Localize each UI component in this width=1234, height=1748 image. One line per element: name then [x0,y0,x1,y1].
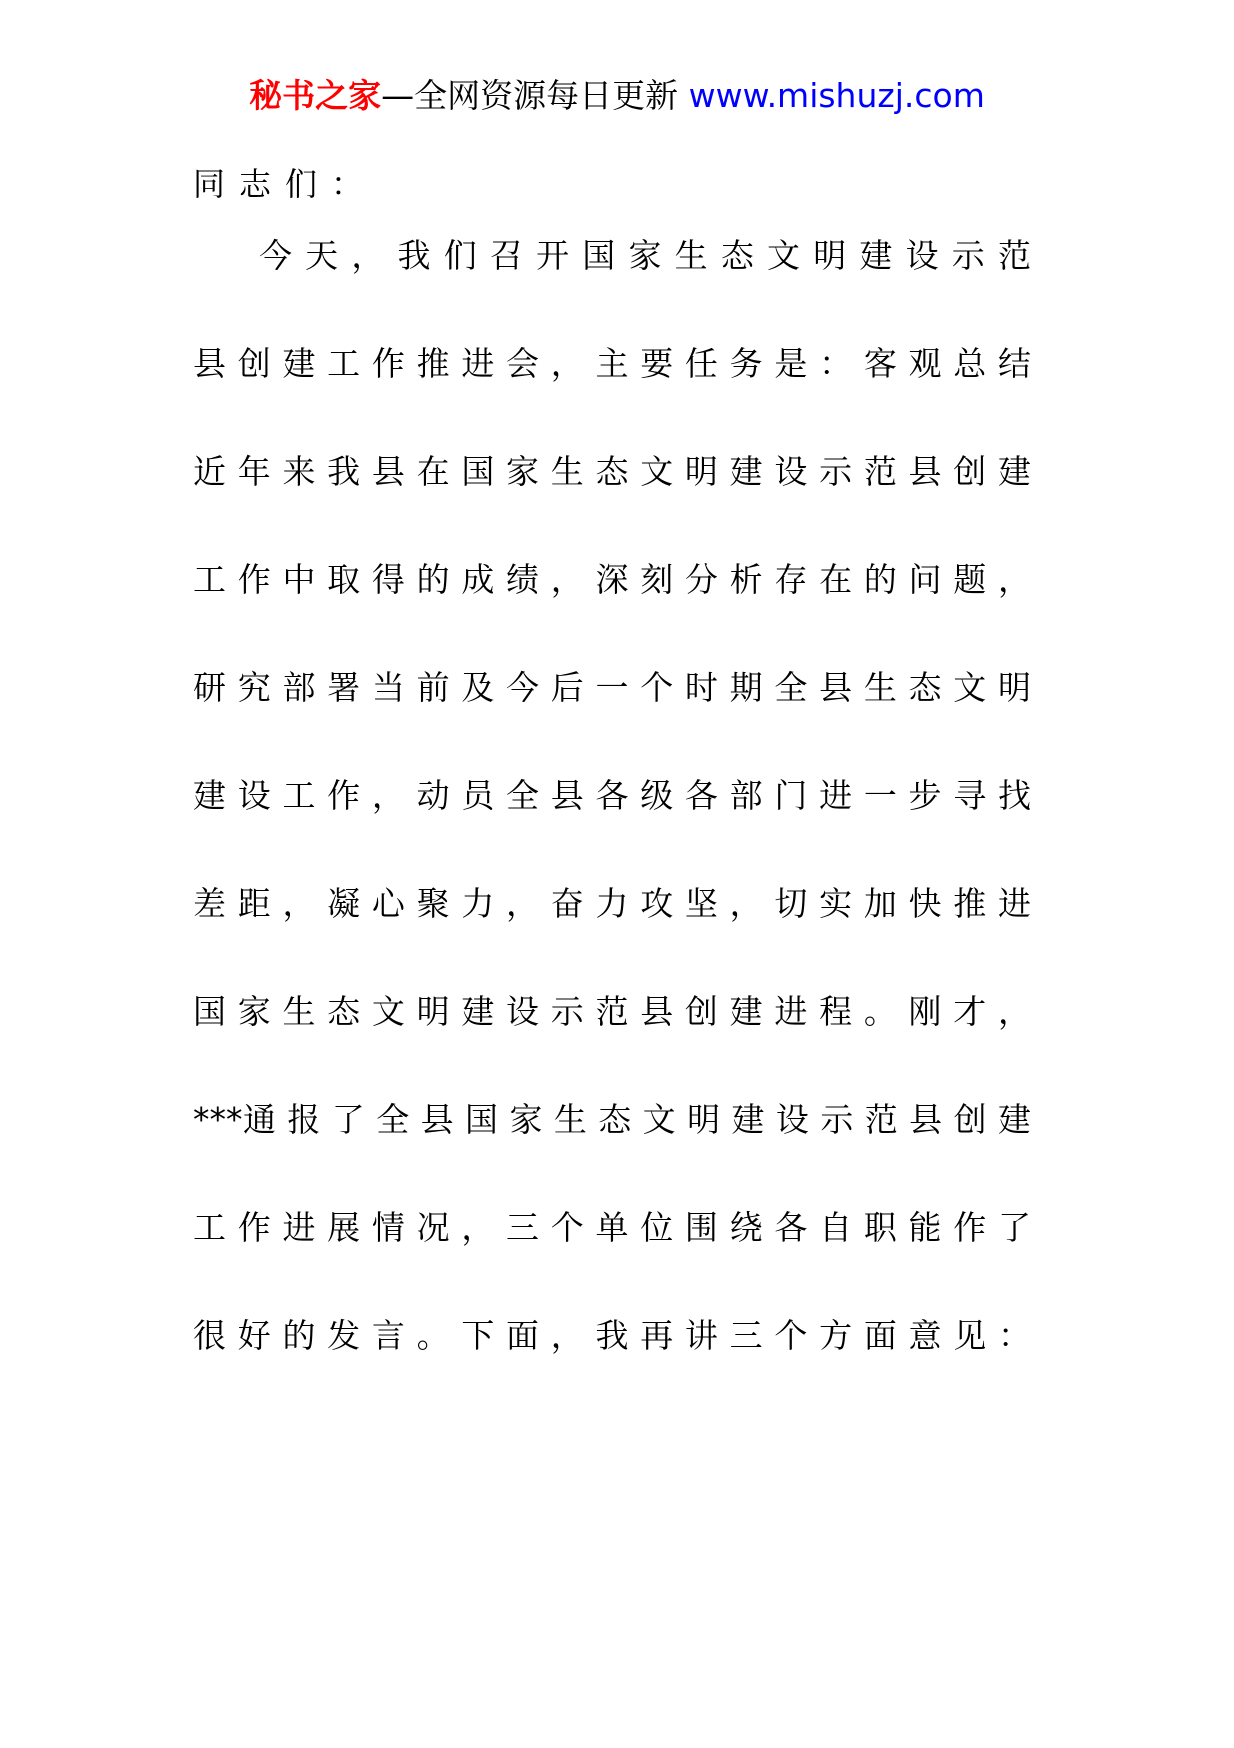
body-line: 建 设 工 作 ， 动 员 全 县 各 级 各 部 门 进 一 步 寻 找 [193,776,1031,815]
brand-name: 秘书之家 [249,76,382,115]
body-line: 工 作 中 取 得 的 成 绩 ， 深 刻 分 析 存 在 的 问 题 ， [193,560,1031,599]
body-line: 县 创 建 工 作 推 进 会 ， 主 要 任 务 是 ： 客 观 总 结 [193,344,1031,383]
salutation: 同志们： [193,165,378,203]
body-line: 工 作 进 展 情 况 ， 三 个 单 位 围 绕 各 自 职 能 作 了 [193,1208,1031,1247]
site-url-link[interactable]: www.mishuzj.com [688,76,985,115]
body-line: 近 年 来 我 县 在 国 家 生 态 文 明 建 设 示 范 县 创 建 [193,452,1031,491]
body-line: 很 好 的 发 言 。 下 面 ， 我 再 讲 三 个 方 面 意 见 ： [193,1316,1031,1355]
header-tagline: —全网资源每日更新 [381,76,689,115]
body-line: ***通 报 了 全 县 国 家 生 态 文 明 建 设 示 范 县 创 建 [193,1100,1031,1139]
body-line: 研 究 部 署 当 前 及 今 后 一 个 时 期 全 县 生 态 文 明 [193,668,1031,707]
site-header [0,72,1234,120]
body-line: 今 天 ， 我 们 召 开 国 家 生 态 文 明 建 设 示 范 [259,236,1031,275]
body-line: 差 距 ， 凝 心 聚 力 ， 奋 力 攻 坚 ， 切 实 加 快 推 进 [193,884,1031,923]
body-line: 国 家 生 态 文 明 建 设 示 范 县 创 建 进 程 。 刚 才 ， [193,992,1031,1031]
